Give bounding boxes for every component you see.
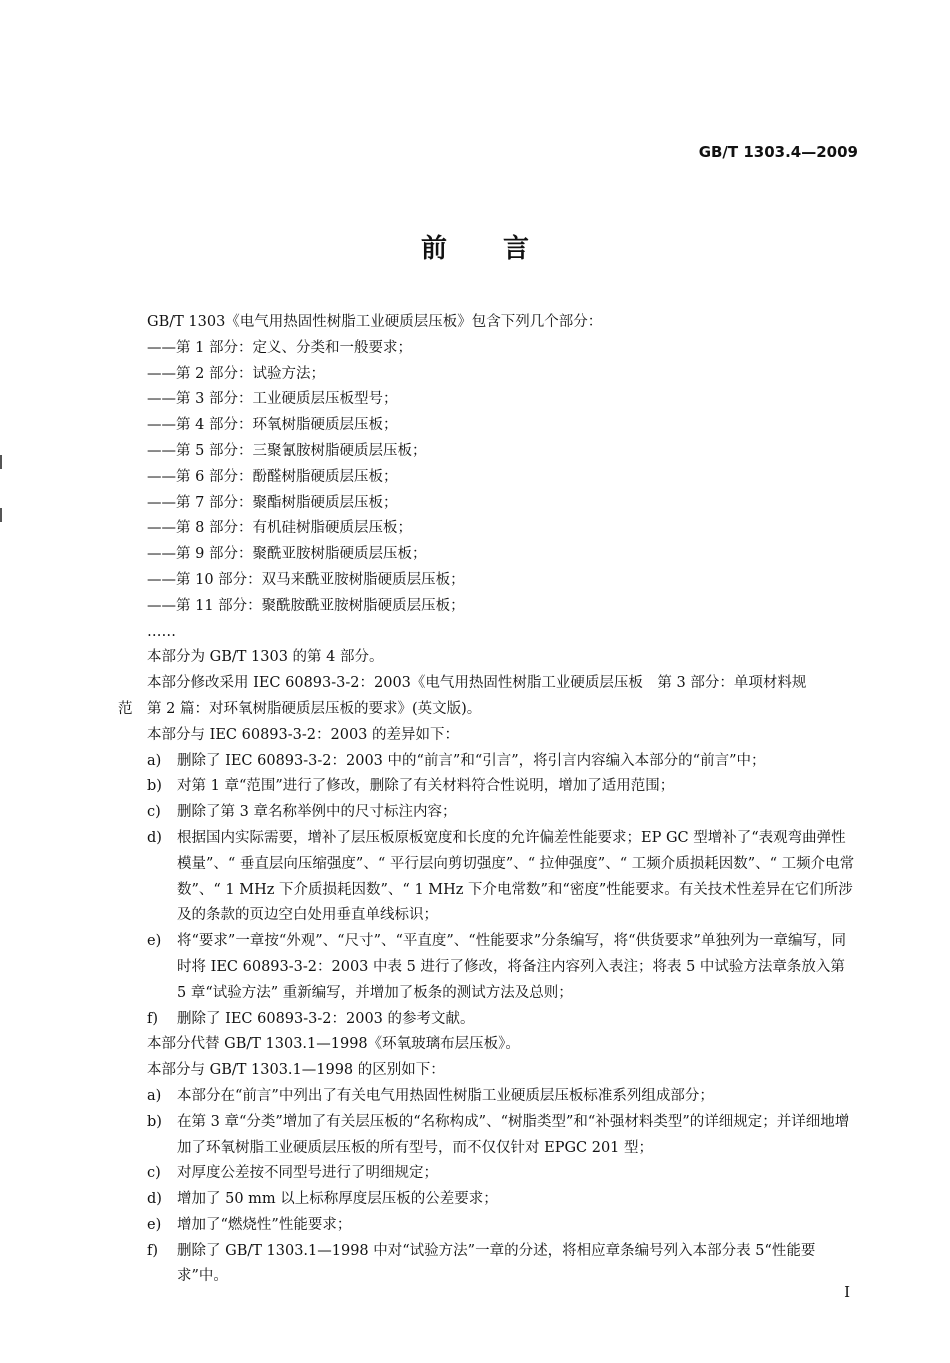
part-list-item: ——第 2 部分：试验方法； [147,365,325,382]
item-label: d) [147,1191,162,1208]
part-list-item: ——第 9 部分：聚酰亚胺树脂硬质层压板； [147,546,427,563]
item-text: 删除了 GB/T 1303.1—1998 中对“试验方法”一章的分述，将相应章条编号列入本部分表 5“性能要求”中。 [177,1242,816,1285]
item-text: 删除了 IEC 60893-3-2：2003 中的“前言”和“引言”，将引言内容编入本部分的“前言”中； [177,752,766,769]
part-list-item: ——第 3 部分：工业硬质层压板型号； [147,391,398,408]
page-title: 前言 [420,234,585,264]
part-list-item: ——第 7 部分：聚酯树脂硬质层压板； [147,494,398,511]
item-label: c) [147,1165,161,1182]
diff-iec-item [118,1007,858,1033]
item-text: 删除了 IEC 60893-3-2：2003 的参考文献。 [177,1010,475,1027]
diff-iec-item [118,929,858,1006]
item-text: 在第 3 章“分类”增加了有关层压板的“名称构成”、“树脂类型”和“补强材料类型”的详细规定；并详细地增加了环氧树脂工业硬质层压板的所有型号，而不仅仅针对 EPGC 201 型； [177,1113,850,1156]
diff-gb-item [118,1213,858,1239]
item-text: 对厚度公差按不同型号进行了明细规定； [177,1165,438,1182]
foreword-body [118,310,858,1290]
part-list-item: ——第 8 部分：有机硅树脂硬质层压板； [147,520,412,537]
this-part-statement: 本部分为 GB/T 1303 的第 4 部分。 [147,649,384,666]
item-label: d) [147,829,162,846]
item-label: f) [147,1010,159,1027]
item-label: e) [147,933,162,950]
item-label: a) [147,752,162,769]
diff-gb-item [118,1084,858,1110]
standard-code: GB/T 1303.4—2009 [698,143,858,161]
margin-mark [0,455,2,469]
item-text: 增加了 50 mm 以上标称厚度层压板的公差要求； [177,1191,498,1208]
diff-gb-intro: 本部分与 GB/T 1303.1—1998 的区别如下： [147,1062,445,1079]
item-text: 增加了“燃烧性”性能要求； [177,1216,352,1233]
part-list-item: ——第 6 部分：酚醛树脂硬质层压板； [147,468,398,485]
diff-gb-item [118,1161,858,1187]
diff-iec-item [118,826,858,929]
item-text: 将“要求”一章按“外观”、“尺寸”、“平直度”、“性能要求”分条编写，将“供货要求”单独列为一章编写，同时将 IEC 60893-3-2：2003 中表 5 进行了修改，将备注内容列入表注；将表 5 中试验方法章条放入第 5 章“试验方法” 重新编写，并增加了板条的测试方法及总则； [177,933,846,1001]
diff-gb-item [118,1187,858,1213]
item-label: c) [147,804,161,821]
part-list-item: ——第 1 部分：定义、分类和一般要求； [147,339,412,356]
diff-iec-item [118,749,858,775]
diff-iec-item [118,774,858,800]
item-text: 对第 1 章“范围”进行了修改，删除了有关材料符合性说明，增加了适用范围； [177,778,675,795]
adoption-line-1: 本部分修改采用 IEC 60893-3-2：2003《电气用热固性树脂工业硬质层压板 第 3 部分：单项材料规 [147,675,807,692]
page-number: I [844,1283,850,1301]
ellipsis: …… [147,623,176,640]
item-label: b) [147,1113,162,1130]
adoption-line-2: 范 第 2 篇：对环氧树脂硬质层压板的要求》(英文版)。 [118,700,482,717]
item-label: a) [147,1087,162,1104]
diff-gb-item [118,1110,858,1162]
item-label: f) [147,1242,159,1259]
diff-iec-item [118,800,858,826]
diff-iec-intro: 本部分与 IEC 60893-3-2：2003 的差异如下： [147,726,460,743]
intro-paragraph: GB/T 1303《电气用热固性树脂工业硬质层压板》包含下列几个部分： [147,314,603,330]
item-text: 根据国内实际需要，增补了层压板原板宽度和长度的允许偏差性能要求；EP GC 型增补了“表观弯曲弹性模量”、“ 垂直层向压缩强度”、“ 平行层向剪切强度”、“ 拉伸强度”、“ 工频介质损耗因数”、“ 工频介电常数”、“ 1 MHz 下介质损耗因数”、“ 1 MHz 下介电常数”和“密度”性能要求。有关技术性差异在它们所涉及的条款的页边空白处用垂直单线标识； [177,829,855,924]
part-list-item: ——第 5 部分：三聚氰胺树脂硬质层压板； [147,442,427,459]
item-label: e) [147,1216,162,1233]
item-text: 删除了第 3 章名称举例中的尺寸标注内容； [177,804,457,821]
diff-gb-item [118,1239,858,1291]
part-list-item: ——第 4 部分：环氧树脂硬质层压板； [147,417,398,434]
margin-mark [0,508,2,522]
item-label: b) [147,778,162,795]
part-list-item: ——第 10 部分：双马来酰亚胺树脂硬质层压板； [147,571,465,588]
part-list-item: ——第 11 部分：聚酰胺酰亚胺树脂硬质层压板； [147,597,465,614]
item-text: 本部分在“前言”中列出了有关电气用热固性树脂工业硬质层压板标准系列组成部分； [177,1087,714,1104]
replaces-statement: 本部分代替 GB/T 1303.1—1998《环氧玻璃布层压板》。 [147,1036,520,1053]
